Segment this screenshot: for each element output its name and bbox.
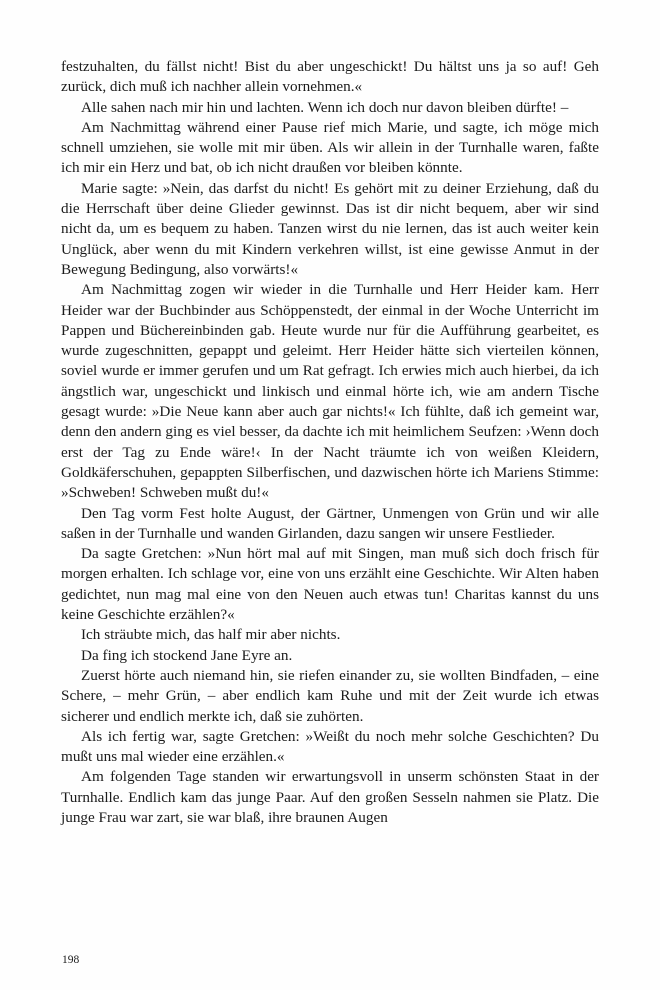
paragraph: Am Nachmittag zogen wir wieder in die Turnhalle und Herr Heider kam. Herr Heider war der Buchbinder aus Schöppenstedt, der einmal in der Woche Unterricht im Pappen und Büchereinbinden gab. Heute wurde nur für die Aufführung gearbeitet, es wurde zugeschnitten, gepappt und geleimt. Herr Heider hätte sich vierteilen können, soviel wurde er immer gerufen und um Rat gefragt. Ich erwies mich auch hierbei, da ich ängstlich war, ungeschickt und linkisch und einmal hörte ich, wie am andern Tische gesagt wurde: »Die Neue kann aber auch gar nichts!« Ich fühlte, daß ich gemeint war, denn den andern ging es viel besser, da dachte ich mit heimlichem Seufzen: ›Wenn doch erst der Tag zu Ende wäre!‹ In der Nacht träumte ich von weißen Kleidern, Goldkäferschuhen, gepappten Silberfischen, und dazwischen hörte ich Mariens Stimme: »Schweben! Schweben mußt du!« — [61, 281, 599, 502]
paragraph: Ich sträubte mich, das half mir aber nichts. — [81, 626, 341, 644]
paragraph: Am Nachmittag während einer Pause rief mich Marie, und sagte, ich möge mich schnell umziehen, sie wolle mit mir üben. Als wir allein in der Turnhalle waren, faßte ich mir ein Herz und bat, ob ich nicht draußen vor bleiben könnte. — [61, 118, 599, 177]
paragraph: Am folgenden Tage standen wir erwartungsvoll in unserm schönsten Staat in der Turnhalle. Endlich kam das junge Paar. Auf den großen Sesseln nahmen sie Platz. Die junge Frau war zart, sie war blaß, ihre braunen Augen — [61, 768, 599, 826]
paragraph: Da fing ich stockend Jane Eyre an. — [81, 646, 293, 664]
page-number: 198 — [62, 954, 80, 966]
paragraph: Als ich fertig war, sagte Gretchen: »Weißt du noch mehr solche Geschichten? Du mußt uns mal wieder eine erzählen.« — [61, 727, 599, 766]
paragraph: festzuhalten, du fällst nicht! Bist du aber ungeschickt! Du hältst uns ja so auf! Geh zurück, dich muß ich nachher allein vornehmen.« — [61, 58, 599, 96]
paragraph: Da sagte Gretchen: »Nun hört mal auf mit Singen, man muß sich doch frisch für morgen erhalten. Ich schlage vor, eine von uns erzählt eine Geschichte. Wir Alten haben gedichtet, nun mag mal eine von den Neuen auch etwas tun! Charitas kannst du uns keine Geschichte erzählen?« — [61, 545, 599, 624]
paragraph: Zuerst hörte auch niemand hin, sie riefen einander zu, sie wollten Bindfaden, – eine Schere, – mehr Grün, – aber endlich kam Ruhe und mit der Zeit wurde ich etwas sicherer und endlich merkte ich, daß sie zuhörten. — [61, 666, 599, 725]
paragraph: Den Tag vorm Fest holte August, der Gärtner, Unmengen von Grün und wir alle saßen in der Turnhalle und wanden Girlanden, dazu sangen wir unsere Festlieder. — [61, 504, 599, 542]
paragraph: Alle sahen nach mir hin und lachten. Wenn ich doch nur davon bleiben dürfte! – — [81, 98, 569, 116]
text-block — [61, 57, 599, 828]
paragraph: Marie sagte: »Nein, das darfst du nicht! Es gehört mit zu deiner Erziehung, daß du die Herrschaft über deine Glieder gewinnst. Das ist dir nicht bequem, aber wir sind nicht da, um es bequem zu haben. Tanzen wirst du nie lernen, das ist auch weiter kein Unglück, aber wenn du mit Kindern verkehren willst, ist eine gewisse Anmut in der Bewegung Bedingung, also vorwärts!« — [61, 179, 599, 278]
